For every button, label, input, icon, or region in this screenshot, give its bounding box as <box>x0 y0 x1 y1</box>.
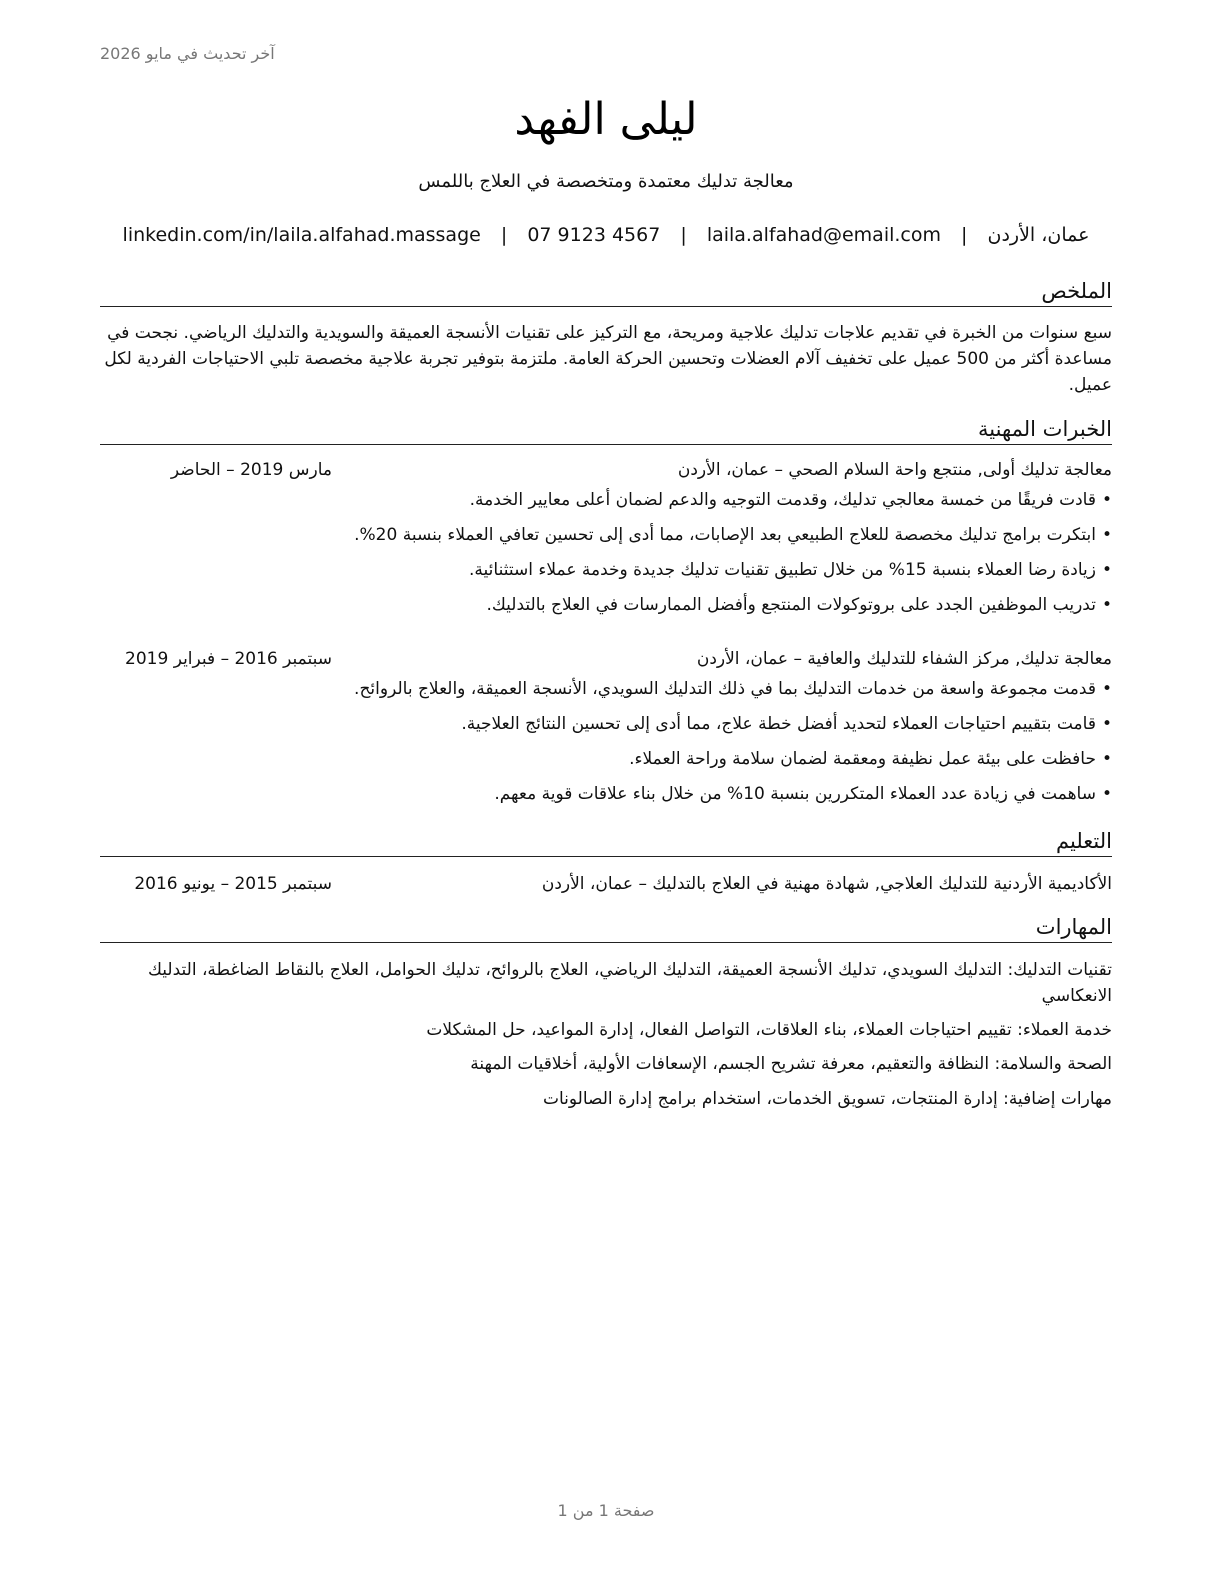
job-title: معالجة تدليك, مركز الشفاء للتدليك والعافية – عمان، الأردن <box>696 649 1112 669</box>
list-item <box>100 557 1112 592</box>
bullet-symbol: • <box>1101 525 1112 545</box>
bullet-text: حافظت على بيئة عمل نظيفة ومعقمة لضمان سلامة وراحة العملاء. <box>629 749 1096 769</box>
bullet-symbol: • <box>1101 784 1112 804</box>
job-bullets <box>100 676 1112 816</box>
list-item <box>100 746 1112 781</box>
contact-separator: | <box>500 224 508 246</box>
summary-text: سبع سنوات من الخبرة في تقديم علاجات تدليك علاجية ومريحة، مع التركيز على تقنيات الأنسجة العميقة والسويدية والتدليك الرياضي. نجحت في مساعدة أكثر من 500 عميل على تخفيف آلام العضلات وتحسين الحركة العامة. ملتزمة بتوفير تجربة علاجية مخصصة تلبي الاحتياجات الفردية لكل عميل. <box>104 323 1112 395</box>
bullet-text: قادت فريقًا من خمسة معالجي تدليك، وقدمت التوجيه والدعم لضمان أعلى معايير الخدمة. <box>469 490 1096 510</box>
candidate-tagline: معالجة تدليك معتمدة ومتخصصة في العلاج باللمس <box>418 171 794 192</box>
list-item <box>100 592 1112 627</box>
list-item <box>100 781 1112 816</box>
section-title-summary: الملخص <box>100 276 1112 307</box>
contact-separator: | <box>961 224 968 246</box>
skill-line: الصحة والسلامة: النظافة والتعقيم، معرفة تشريح الجسم، الإسعافات الأولية، أخلاقيات المهنة <box>470 1054 1112 1074</box>
bullet-text: ساهمت في زيادة عدد العملاء المتكررين بنسبة 10% من خلال بناء علاقات قوية معهم. <box>494 784 1096 804</box>
list-item <box>100 676 1112 711</box>
page-footer: صفحة 1 من 1 <box>557 1501 655 1520</box>
section-title-education: التعليم <box>100 826 1112 857</box>
list-item <box>100 711 1112 746</box>
resume-page <box>100 0 1112 1584</box>
contact-linkedin[interactable]: linkedin.com/in/laila.alfahad.massage <box>122 224 481 246</box>
contact-email[interactable]: laila.alfahad@email.com <box>706 224 941 246</box>
job-bullets <box>100 487 1112 627</box>
bullet-text: تدريب الموظفين الجدد على بروتوكولات المنتجع وأفضل الممارسات في العلاج بالتدليك. <box>486 595 1096 615</box>
bullet-symbol: • <box>1101 560 1112 580</box>
section-title-skills: المهارات <box>100 912 1112 943</box>
skill-line: مهارات إضافية: إدارة المنتجات، تسويق الخدمات، استخدام برامج إدارة الصالونات <box>542 1089 1112 1109</box>
bullet-text: قدمت مجموعة واسعة من خدمات التدليك بما في ذلك التدليك السويدي، الأنسجة العميقة، والعلاج بالروائح. <box>354 679 1096 699</box>
education-entry <box>100 871 1112 897</box>
bullet-symbol: • <box>1101 714 1112 734</box>
list-item <box>100 487 1112 522</box>
bullet-symbol: • <box>1101 490 1112 510</box>
bullet-text: قامت بتقييم احتياجات العملاء لتحديد أفضل خطة علاج، مما أدى إلى تحسين النتائج العلاجية. <box>461 714 1096 734</box>
job-title: معالجة تدليك أولى, منتجع واحة السلام الصحي – عمان، الأردن <box>677 460 1112 480</box>
bullet-symbol: • <box>1101 749 1112 769</box>
contact-phone[interactable]: 07 9123 4567 <box>527 224 661 246</box>
contact-separator: | <box>680 224 687 246</box>
candidate-name: ليلى الفهد <box>514 94 698 145</box>
job-dates: مارس 2019 – الحاضر <box>170 460 332 480</box>
job-header <box>100 646 1112 672</box>
bullet-symbol: • <box>1101 679 1112 699</box>
last-updated-note: آخر تحديث في مايو 2026 <box>100 44 275 63</box>
bullet-text: ابتكرت برامج تدليك مخصصة للعلاج الطبيعي بعد الإصابات، مما أدى إلى تحسين تعافي العملاء بنسبة 20%. <box>354 525 1096 545</box>
contact-line <box>100 220 1112 250</box>
bullet-symbol: • <box>1101 595 1112 615</box>
list-item <box>100 522 1112 557</box>
skill-line: خدمة العملاء: تقييم احتياجات العملاء، بناء العلاقات، التواصل الفعال، إدارة المواعيد، حل المشكلات <box>426 1020 1112 1040</box>
education-dates: سبتمبر 2015 – يونيو 2016 <box>134 874 332 894</box>
education-title: الأكاديمية الأردنية للتدليك العلاجي, شهادة مهنية في العلاج بالتدليك – عمان، الأردن <box>541 874 1112 894</box>
bullet-text: زيادة رضا العملاء بنسبة 15% من خلال تطبيق تقنيات تدليك جديدة وخدمة عملاء استثنائية. <box>469 560 1096 580</box>
job-header <box>100 457 1112 483</box>
skill-line: تقنيات التدليك: التدليك السويدي، تدليك الأنسجة العميقة، التدليك الرياضي، العلاج بالروائح، تدليك الحوامل، العلاج بالنقاط الضاغطة، التدليك الانعكاسي <box>147 960 1112 1006</box>
contact-location: عمان، الأردن <box>987 224 1090 246</box>
job-dates: سبتمبر 2016 – فبراير 2019 <box>125 649 332 669</box>
section-title-experience: الخبرات المهنية <box>100 414 1112 445</box>
